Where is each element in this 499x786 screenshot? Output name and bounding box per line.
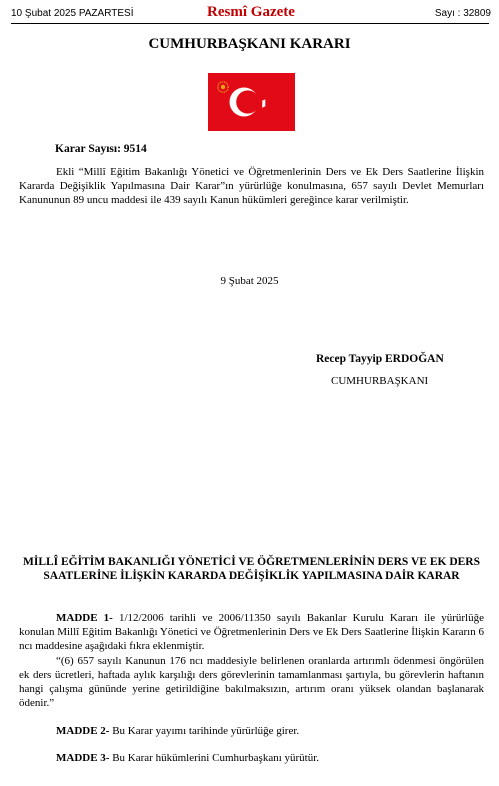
decision-number — [55, 143, 147, 155]
article-2-label: MADDE 2- — [56, 725, 110, 737]
article-2 — [19, 724, 484, 738]
gazette-name: Resmî Gazete — [207, 4, 295, 20]
crescent-inner — [236, 90, 259, 113]
intro-paragraph: Ekli “Millî Eğitim Bakanlığı Yönetici ve Öğretmenlerinin Ders ve Ek Ders Saatlerine İlişkin Kararda Değişiklik Yapılmasına Dair Karar”ın yürürlüğe konulmasına, 657 sayılı Devlet Memurları Kanununun 89 uncu maddesi ile 439 sayılı Kanun hükümleri gereğince karar verilmiştir. — [19, 166, 484, 206]
turkish-flag-icon — [208, 73, 295, 131]
decision-number-label: Karar Sayısı: 9514 — [55, 143, 147, 155]
article-1-label: MADDE 1- — [56, 612, 113, 624]
article-3-label: MADDE 3- — [56, 752, 110, 764]
gazette-header — [11, 4, 491, 24]
issue-number: Sayı : 32809 — [434, 8, 491, 19]
article-1-quote: “(6) 657 sayılı Kanunun 176 ncı maddesiyle belirlenen oranlarda artırımlı ödenmesi öngörülen ek ders ücretleri, haftada aylık karşılığı ders görevlerinin tamamlanması şartıyla, bu görevlerin haftanın hangi çalışma gününde yerine getirildiğine bakılmaksızın, artırım oranı yüksek olandan başlanarak ödenir.” — [19, 655, 484, 709]
signatory-title: CUMHURBAŞKANI — [331, 375, 429, 387]
document-title: CUMHURBAŞKANI KARARI — [148, 36, 351, 52]
header-date: 10 Şubat 2025 PAZARTESİ — [11, 8, 134, 19]
header-divider — [11, 23, 489, 24]
decision-date: 9 Şubat 2025 — [220, 275, 279, 287]
signatory-name: Recep Tayyip ERDOĞAN — [316, 353, 444, 365]
article-1 — [19, 611, 484, 653]
article-3-text: Bu Karar hükümlerini Cumhurbaşkanı yürütür. — [109, 752, 320, 764]
regulation-title: MİLLÎ EĞİTİM BAKANLIĞI YÖNETİCİ VE ÖĞRETMENLERİNİN DERS VE EK DERS SAATLERİNE İLİŞKİN KARARDA DEĞİŞİKLİK YAPILMASINA DAİR KARAR — [22, 556, 480, 582]
article-1-text: 1/12/2006 tarihli ve 2006/11350 sayılı Bakanlar Kurulu Kararı ile yürürlüğe konulan Millî Eğitim Bakanlığı Yönetici ve Öğretmenlerinin Ders ve Ek Ders Saatlerine İlişkin Kararın 6 ncı maddesine aşağıdaki fıkra eklenmiştir. — [19, 612, 484, 652]
article-2-text: Bu Karar yayımı tarihinde yürürlüğe girer. — [109, 725, 300, 737]
article-3 — [19, 751, 484, 765]
